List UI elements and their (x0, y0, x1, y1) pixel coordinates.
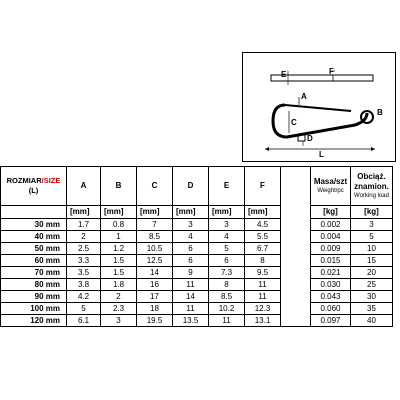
cell-mass: 0.097 (311, 315, 351, 327)
cell-mass: 0.004 (311, 231, 351, 243)
table-row (1, 315, 393, 327)
cell-f: 11 (245, 291, 281, 303)
header-size (1, 167, 67, 206)
cell-mass: 0.060 (311, 303, 351, 315)
cell-size: 30 mm (1, 219, 67, 231)
cell-size: 100 mm (1, 303, 67, 315)
cell-d: 11 (173, 279, 209, 291)
unit-load: [kg] (351, 206, 393, 219)
units-gap (281, 206, 311, 219)
cell-mass: 0.002 (311, 219, 351, 231)
dim-label-a: A (301, 92, 307, 101)
cell-mass: 0.030 (311, 279, 351, 291)
cell-b: 1 (101, 231, 137, 243)
header-col-e: E (209, 167, 245, 206)
hook-diagram (242, 52, 396, 162)
spec-table (0, 166, 393, 327)
cell-f: 8 (245, 255, 281, 267)
cell-gap (281, 279, 311, 291)
table-row (1, 303, 393, 315)
cell-f: 5.5 (245, 231, 281, 243)
cell-c: 19.5 (137, 315, 173, 327)
header-size-prefix: ROZMIAR (6, 176, 42, 185)
cell-gap (281, 255, 311, 267)
cell-size: 120 mm (1, 315, 67, 327)
units-spacer (1, 206, 67, 219)
cell-gap (281, 267, 311, 279)
header-size-slash: /SIZE (41, 176, 61, 185)
cell-mass: 0.043 (311, 291, 351, 303)
cell-c: 7 (137, 219, 173, 231)
cell-c: 10.5 (137, 243, 173, 255)
cell-e: 4 (209, 231, 245, 243)
unit-f: [mm] (245, 206, 281, 219)
header-mass-title: Masa/szt (313, 177, 348, 186)
cell-b: 2.3 (101, 303, 137, 315)
unit-a: [mm] (67, 206, 101, 219)
cell-gap (281, 219, 311, 231)
cell-size: 60 mm (1, 255, 67, 267)
cell-a: 1.7 (67, 219, 101, 231)
dim-label-l: L (319, 150, 324, 159)
cell-size: 70 mm (1, 267, 67, 279)
cell-gap (281, 303, 311, 315)
cell-gap (281, 243, 311, 255)
cell-load: 35 (351, 303, 393, 315)
cell-gap (281, 315, 311, 327)
cell-load: 25 (351, 279, 393, 291)
unit-mass: [kg] (311, 206, 351, 219)
table-header-row (1, 167, 393, 206)
cell-load: 5 (351, 231, 393, 243)
cell-b: 0.8 (101, 219, 137, 231)
header-col-d: D (173, 167, 209, 206)
cell-size: 80 mm (1, 279, 67, 291)
dim-label-d: D (307, 134, 313, 143)
cell-f: 11 (245, 279, 281, 291)
cell-size: 90 mm (1, 291, 67, 303)
cell-a: 2 (67, 231, 101, 243)
header-col-c: C (137, 167, 173, 206)
cell-a: 4.2 (67, 291, 101, 303)
cell-mass: 0.009 (311, 243, 351, 255)
dim-label-b: B (377, 108, 383, 117)
cell-e: 6 (209, 255, 245, 267)
cell-b: 1.8 (101, 279, 137, 291)
cell-a: 3.3 (67, 255, 101, 267)
unit-c: [mm] (137, 206, 173, 219)
cell-c: 12.5 (137, 255, 173, 267)
cell-d: 13.5 (173, 315, 209, 327)
header-col-f: F (245, 167, 281, 206)
cell-size: 50 mm (1, 243, 67, 255)
table-row (1, 267, 393, 279)
dim-label-f: F (329, 67, 334, 76)
table-row (1, 255, 393, 267)
cell-e: 8.5 (209, 291, 245, 303)
cell-c: 14 (137, 267, 173, 279)
unit-e: [mm] (209, 206, 245, 219)
table-body (1, 219, 393, 327)
header-col-b: B (101, 167, 137, 206)
dim-label-e: E (281, 70, 287, 79)
cell-d: 6 (173, 243, 209, 255)
cell-e: 11 (209, 315, 245, 327)
cell-d: 4 (173, 231, 209, 243)
cell-d: 11 (173, 303, 209, 315)
cell-a: 3.8 (67, 279, 101, 291)
header-load-title-1: Obciąż. (357, 172, 386, 181)
cell-b: 1.5 (101, 255, 137, 267)
unit-b: [mm] (101, 206, 137, 219)
cell-a: 3.5 (67, 267, 101, 279)
cell-d: 9 (173, 267, 209, 279)
cell-b: 3 (101, 315, 137, 327)
cell-f: 6.7 (245, 243, 281, 255)
cell-mass: 0.015 (311, 255, 351, 267)
table-row (1, 291, 393, 303)
cell-a: 5 (67, 303, 101, 315)
cell-load: 10 (351, 243, 393, 255)
table-row (1, 231, 393, 243)
cell-c: 16 (137, 279, 173, 291)
header-size-unit: (L) (28, 186, 39, 195)
header-mass-sub: Weight/pc (317, 188, 344, 194)
hook-drawing (243, 53, 397, 163)
cell-a: 2.5 (67, 243, 101, 255)
cell-b: 2 (101, 291, 137, 303)
header-load (351, 167, 393, 206)
cell-c: 8.5 (137, 231, 173, 243)
dim-label-c: C (291, 118, 297, 127)
cell-load: 20 (351, 267, 393, 279)
cell-gap (281, 291, 311, 303)
table-row (1, 219, 393, 231)
cell-e: 3 (209, 219, 245, 231)
cell-d: 6 (173, 255, 209, 267)
table-row (1, 279, 393, 291)
cell-e: 5 (209, 243, 245, 255)
cell-d: 3 (173, 219, 209, 231)
unit-d: [mm] (173, 206, 209, 219)
header-load-title-2: znamion. (354, 182, 389, 191)
table-row (1, 243, 393, 255)
cell-b: 1.2 (101, 243, 137, 255)
cell-mass: 0.021 (311, 267, 351, 279)
header-load-sub: Working load (354, 193, 389, 199)
cell-gap (281, 231, 311, 243)
cell-f: 12.3 (245, 303, 281, 315)
header-col-a: A (67, 167, 101, 206)
cell-size: 40 mm (1, 231, 67, 243)
cell-c: 17 (137, 291, 173, 303)
cell-a: 6.1 (67, 315, 101, 327)
cell-e: 10.2 (209, 303, 245, 315)
header-spacer (281, 167, 311, 206)
cell-load: 30 (351, 291, 393, 303)
cell-f: 4.5 (245, 219, 281, 231)
cell-load: 3 (351, 219, 393, 231)
cell-load: 40 (351, 315, 393, 327)
cell-b: 1.5 (101, 267, 137, 279)
cell-f: 9.5 (245, 267, 281, 279)
cell-e: 8 (209, 279, 245, 291)
cell-load: 15 (351, 255, 393, 267)
cell-d: 14 (173, 291, 209, 303)
cell-f: 13.1 (245, 315, 281, 327)
cell-e: 7.3 (209, 267, 245, 279)
cell-c: 18 (137, 303, 173, 315)
header-mass (311, 167, 351, 206)
table-units-row (1, 206, 393, 219)
